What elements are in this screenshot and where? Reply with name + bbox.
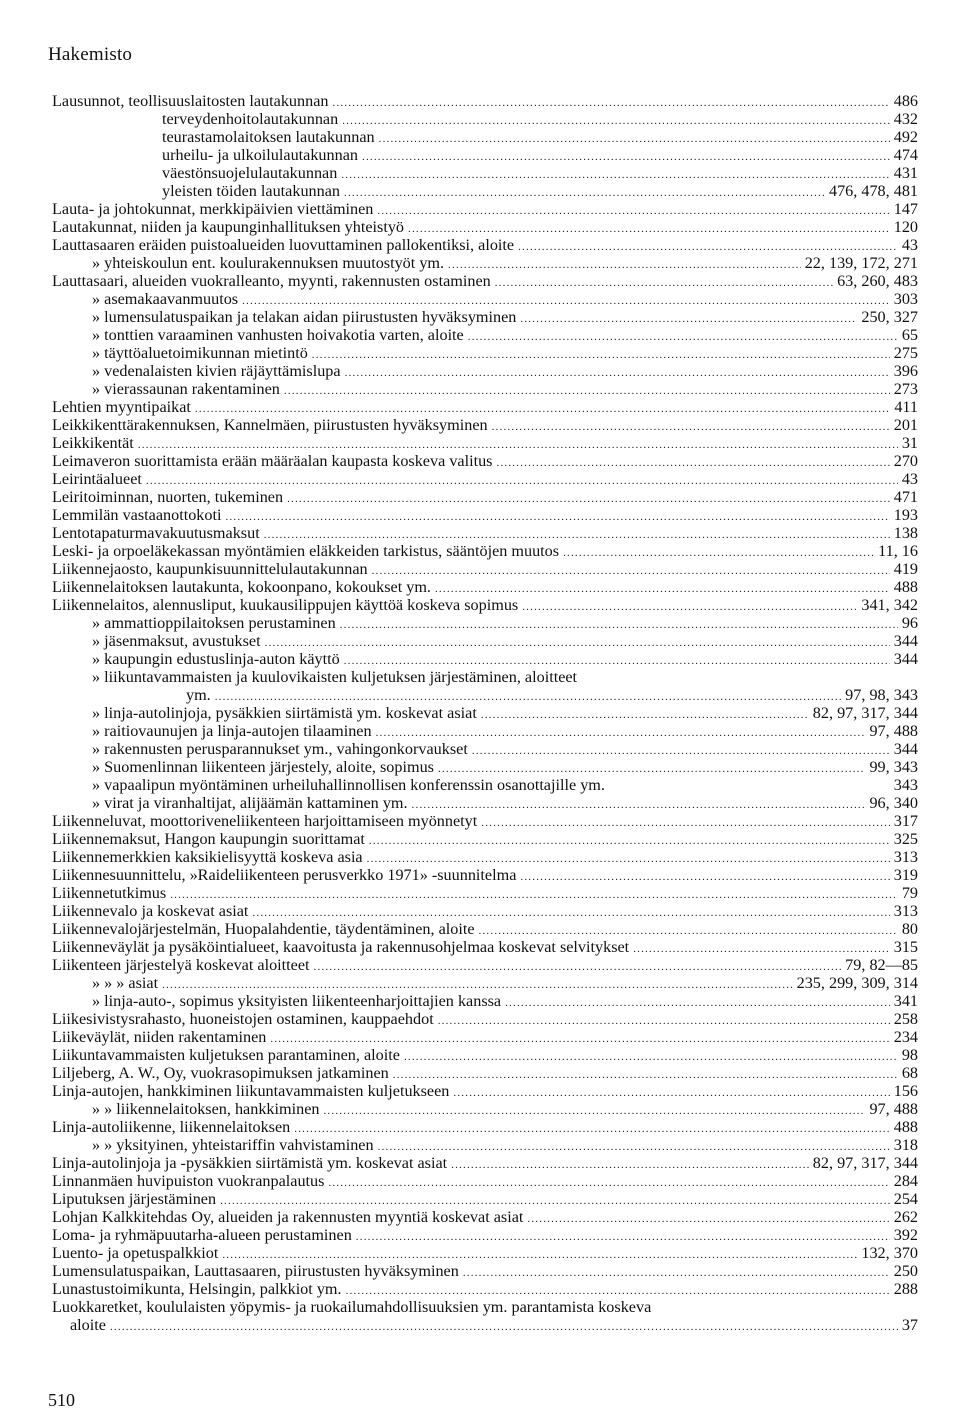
entry-text: Linja-autoliikenne, liikennelaitoksen — [52, 1118, 291, 1136]
entry-pages: 313 — [893, 848, 918, 866]
index-entry — [52, 884, 918, 902]
entry-pages: 344 — [893, 632, 918, 650]
index-entry — [52, 1208, 918, 1226]
dot-leader — [463, 1264, 890, 1282]
dot-leader — [225, 508, 889, 526]
index-entry — [52, 938, 918, 956]
entry-text: Liikennelaitoksen lautakunta, kokoonpano, kokoukset ym. — [52, 578, 431, 596]
index-entry — [52, 650, 918, 668]
dot-leader — [314, 958, 842, 976]
entry-text: Lemmilän vastaanottokoti — [52, 506, 222, 524]
entry-pages: 319 — [893, 866, 918, 884]
entry-text: Lentotapaturmavakuutusmaksut — [52, 524, 260, 542]
dot-leader — [393, 1066, 898, 1084]
index-entry — [52, 344, 918, 362]
dot-leader — [527, 1210, 889, 1228]
dot-leader — [372, 562, 890, 580]
entry-pages: 97, 488 — [869, 722, 918, 740]
entry-text: » täyttöaluetoimikunnan mietintö — [92, 344, 308, 362]
entry-pages: 341, 342 — [861, 596, 918, 614]
entry-text: Lauttasaaren eräiden puistoalueiden luovuttaminen pallokentiksi, aloite — [52, 236, 515, 254]
dot-leader — [294, 1120, 889, 1138]
entry-pages: 343 — [893, 776, 918, 794]
entry-pages: 284 — [893, 1172, 918, 1190]
dot-leader — [341, 166, 889, 184]
index-entry — [52, 434, 918, 452]
entry-pages: 318 — [893, 1136, 918, 1154]
entry-text: Luokkaretket, koululaisten yöpymis- ja ruokailumahdollisuuksien ym. parantamista koskeva — [52, 1298, 652, 1316]
entry-text: Linja-autolinjoja ja -pysäkkien siirtämistä ym. koskevat asiat — [52, 1154, 448, 1172]
entry-text: ym. — [186, 686, 211, 704]
entry-pages: 68 — [901, 1064, 918, 1082]
index-entry — [52, 614, 918, 632]
dot-leader — [495, 274, 833, 292]
index-entry — [52, 488, 918, 506]
entry-text: väestönsuojelulautakunnan — [162, 164, 338, 182]
index-entry — [52, 596, 918, 614]
entry-text: Liikennevalojärjestelmän, Huopalahdentie, täydentäminen, aloite — [52, 920, 475, 938]
dot-leader — [110, 1318, 898, 1336]
index-entry — [52, 416, 918, 434]
entry-text: Liikennetutkimus — [52, 884, 167, 902]
index-entry — [52, 740, 918, 758]
entry-text: Luento- ja opetuspalkkiot — [52, 1244, 219, 1262]
dot-leader — [170, 886, 898, 904]
index-entry — [52, 992, 918, 1010]
entry-text: » raitiovaunujen ja linja-autojen tilaaminen — [92, 722, 372, 740]
entry-text: » liikuntavammaisten ja kuulovikaisten kuljetuksen järjestäminen, aloitteet — [92, 668, 578, 686]
entry-pages: 193 — [893, 506, 918, 524]
entry-text: Liikennemaksut, Hangon kaupungin suorittamat — [52, 830, 365, 848]
entry-pages: 43 — [901, 470, 918, 488]
entry-text: » virat ja viranhaltijat, alijäämän kattaminen ym. — [92, 794, 408, 812]
index-entry — [52, 218, 918, 236]
dot-leader — [340, 616, 898, 634]
index-entry — [52, 1028, 918, 1046]
entry-pages: 250 — [893, 1262, 918, 1280]
entry-pages: 288 — [893, 1280, 918, 1298]
dot-leader — [497, 454, 890, 472]
dot-leader — [468, 328, 898, 346]
entry-text: Loma- ja ryhmäpuutarha-alueen perustaminen — [52, 1226, 352, 1244]
index-entry — [52, 920, 918, 938]
entry-text: teurastamolaitoksen lautakunnan — [162, 128, 375, 146]
dot-leader — [438, 1012, 890, 1030]
entry-text: Leikkikenttärakennuksen, Kannelmäen, piirustusten hyväksyminen — [52, 416, 488, 434]
entry-pages: 411 — [894, 398, 918, 416]
entry-pages: 273 — [893, 380, 918, 398]
entry-pages: 97, 98, 343 — [845, 686, 918, 704]
entry-text: » vapaalipun myöntäminen urheiluhallinnollisen konferenssin osanottajille ym. — [92, 776, 605, 794]
entry-pages: 419 — [893, 560, 918, 578]
entry-text: Leski- ja orpoeläkekassan myöntämien eläkkeiden tarkistus, sääntöjen muutos — [52, 542, 560, 560]
entry-pages: 96 — [901, 614, 918, 632]
index-entry — [52, 92, 918, 110]
dot-leader — [379, 130, 890, 148]
index-entry — [52, 1154, 918, 1172]
entry-text: Lumensulatuspaikan, Lauttasaaren, piirustusten hyväksyminen — [52, 1262, 459, 1280]
entry-text: yleisten töiden lautakunnan — [162, 182, 341, 200]
index-entry — [52, 866, 918, 884]
dot-leader — [377, 202, 889, 220]
entry-text: Leimaveron suorittamista erään määräalan kaupasta koskeva valitus — [52, 452, 493, 470]
index-entry — [52, 1136, 918, 1154]
index-entry — [52, 560, 918, 578]
index-entry — [52, 974, 918, 992]
dot-leader — [312, 346, 890, 364]
index-entry — [52, 1082, 918, 1100]
entry-pages: 234 — [893, 1028, 918, 1046]
entry-text: Lunastustoimikunta, Helsingin, palkkiot ym. — [52, 1280, 342, 1298]
entry-text: Leirintäalueet — [52, 470, 142, 488]
entry-text: Liikennejaosto, kaupunkisuunnittelulautakunnan — [52, 560, 368, 578]
page-header: Hakemisto — [48, 44, 133, 65]
index-entry — [52, 470, 918, 488]
index-entry — [52, 1100, 918, 1118]
entry-pages: 275 — [893, 344, 918, 362]
entry-text: » » liikennelaitoksen, hankkiminen — [92, 1100, 320, 1118]
dot-leader — [451, 1156, 809, 1174]
dot-leader — [369, 832, 890, 850]
entry-pages: 79, 82—85 — [845, 956, 918, 974]
entry-pages: 43 — [901, 236, 918, 254]
index-entry — [52, 146, 918, 164]
index-entry — [52, 686, 918, 704]
entry-pages: 432 — [893, 110, 918, 128]
index-entry — [52, 182, 918, 200]
entry-text: » lumensulatuspaikan ja telakan aidan piirustusten hyväksyminen — [92, 308, 517, 326]
entry-text: Lauta- ja johtokunnat, merkkipäivien viettäminen — [52, 200, 374, 218]
entry-text: Liikeväylät, niiden rakentaminen — [52, 1028, 267, 1046]
dot-leader — [362, 148, 890, 166]
entry-pages: 317 — [893, 812, 918, 830]
index-entry — [52, 578, 918, 596]
entry-pages: 63, 260, 483 — [837, 272, 918, 290]
dot-leader — [505, 994, 890, 1012]
entry-pages: 474 — [893, 146, 918, 164]
entry-text: » kaupungin edustuslinja-auton käyttö — [92, 650, 340, 668]
index-entry — [52, 326, 918, 344]
entry-text: » » yksityinen, yhteistariffin vahvistaminen — [92, 1136, 374, 1154]
index-entry — [52, 398, 918, 416]
entry-text: » linja-auto-, sopimus yksityisten liikenteenharjoittajien kanssa — [92, 992, 502, 1010]
index-entry — [52, 1046, 918, 1064]
dot-leader — [344, 184, 825, 202]
entry-pages: 82, 97, 317, 344 — [812, 1154, 918, 1172]
entry-text: » » » asiat — [92, 974, 159, 992]
entry-pages: 82, 97, 317, 344 — [812, 704, 918, 722]
index-entry — [52, 308, 918, 326]
entry-text: Liikennemerkkien kaksikielisyyttä koskeva asia — [52, 848, 363, 866]
entry-text: Liikenneväylät ja pysäköintialueet, kaavoitusta ja rakennusohjelmaa koskevat selvitykset — [52, 938, 630, 956]
entry-pages: 396 — [893, 362, 918, 380]
entry-text: Liikennevalo ja koskevat asiat — [52, 902, 249, 920]
index-entry — [52, 1190, 918, 1208]
entry-text: Leikkikentät — [52, 434, 134, 452]
entry-text: Lohjan Kalkkitehdas Oy, alueiden ja rakennusten myyntiä koskevat asiat — [52, 1208, 524, 1226]
index-entry — [52, 1298, 918, 1316]
entry-text: Leiritoiminnan, nuorten, tukeminen — [52, 488, 284, 506]
index-entry — [52, 290, 918, 308]
entry-pages: 138 — [893, 524, 918, 542]
index-entry — [52, 1280, 918, 1298]
dot-leader — [448, 256, 801, 274]
index-entry — [52, 236, 918, 254]
entry-text: aloite — [70, 1316, 106, 1334]
index-entry — [52, 164, 918, 182]
index-entry — [52, 200, 918, 218]
entry-text: » linja-autolinjoja, pysäkkien siirtämistä ym. koskevat asiat — [92, 704, 477, 722]
entry-pages: 254 — [893, 1190, 918, 1208]
index-entry — [52, 110, 918, 128]
entry-pages: 486 — [893, 92, 918, 110]
entry-pages: 201 — [893, 416, 918, 434]
entry-pages: 270 — [893, 452, 918, 470]
entry-text: Lausunnot, teollisuuslaitosten lautakunnan — [52, 92, 329, 110]
entry-pages: 97, 488 — [869, 1100, 918, 1118]
index-entry — [52, 704, 918, 722]
dot-leader — [284, 382, 890, 400]
page-number: 510 — [48, 1390, 75, 1410]
entry-pages: 488 — [893, 578, 918, 596]
entry-text: Lehtien myyntipaikat — [52, 398, 191, 416]
entry-text: Lauttasaari, alueiden vuokralleanto, myynti, rakennusten ostaminen — [52, 272, 491, 290]
entry-text: Liputuksen järjestäminen — [52, 1190, 217, 1208]
entry-text: Linnanmäen huvipuiston vuokranpalautus — [52, 1172, 325, 1190]
entry-pages: 147 — [893, 200, 918, 218]
index-entry — [52, 272, 918, 290]
dot-leader — [356, 1228, 890, 1246]
entry-text: Liljeberg, A. W., Oy, vuokrasopimuksen jatkaminen — [52, 1064, 389, 1082]
entry-pages: 315 — [893, 938, 918, 956]
index-entry — [52, 722, 918, 740]
index-entry — [52, 380, 918, 398]
entry-text: » rakennusten perusparannukset ym., vahingonkorvaukset — [92, 740, 468, 758]
entry-text: Liikesivistysrahasto, huoneistojen ostaminen, kauppaehdot — [52, 1010, 434, 1028]
entry-pages: 132, 370 — [861, 1244, 918, 1262]
entry-pages: 98 — [901, 1046, 918, 1064]
entry-pages: 262 — [893, 1208, 918, 1226]
index-entry — [52, 1262, 918, 1280]
index-entry — [52, 794, 918, 812]
entry-pages: 235, 299, 309, 314 — [796, 974, 918, 992]
dot-leader — [287, 490, 890, 508]
entry-text: » jäsenmaksut, avustukset — [92, 632, 261, 650]
entry-pages: 303 — [893, 290, 918, 308]
entry-pages: 258 — [893, 1010, 918, 1028]
index-entry — [52, 524, 918, 542]
entry-pages: 156 — [893, 1082, 918, 1100]
entry-text: urheilu- ja ulkoilulautakunnan — [162, 146, 358, 164]
entry-pages: 99, 343 — [869, 758, 918, 776]
dot-leader — [404, 1048, 898, 1066]
dot-leader — [481, 814, 889, 832]
index-entry — [52, 542, 918, 560]
dot-leader — [522, 598, 857, 616]
entry-text: Lautakunnat, niiden ja kaupunginhallituksen yhteistyö — [52, 218, 405, 236]
entry-text: Liikuntavammaisten kuljetuksen parantaminen, aloite — [52, 1046, 400, 1064]
entry-text: » asemakaavanmuutos — [92, 290, 239, 308]
entry-pages: 250, 327 — [861, 308, 918, 326]
entry-pages: 79 — [901, 884, 918, 902]
entry-text: Liikennelaitos, alennusliput, kuukausilippujen käyttöä koskeva sopimus — [52, 596, 519, 614]
index-entry — [52, 1316, 918, 1334]
entry-text: » vierassaunan rakentaminen — [92, 380, 280, 398]
entry-pages: 325 — [893, 830, 918, 848]
dot-leader — [520, 310, 857, 328]
index-entry — [52, 1244, 918, 1262]
dot-leader — [328, 1174, 889, 1192]
index-entry — [52, 1226, 918, 1244]
entry-text: » ammattioppilaitoksen perustaminen — [92, 614, 336, 632]
entry-text: Liikenneluvat, moottoriveneliikenteen harjoittamiseen myönnetyt — [52, 812, 478, 830]
index-entry — [52, 1172, 918, 1190]
entry-pages: 341 — [893, 992, 918, 1010]
index-entry — [52, 776, 918, 794]
index-entry — [52, 956, 918, 974]
entry-pages: 80 — [901, 920, 918, 938]
dot-leader — [492, 418, 890, 436]
index-entry — [52, 1118, 918, 1136]
index-entry — [52, 812, 918, 830]
dot-leader — [412, 796, 866, 814]
dot-leader — [265, 634, 890, 652]
entry-pages: 392 — [893, 1226, 918, 1244]
index-entry — [52, 362, 918, 380]
index-entry — [52, 758, 918, 776]
entry-text: Linja-autojen, hankkiminen liikuntavammaisten kuljetukseen — [52, 1082, 450, 1100]
index-entry — [52, 848, 918, 866]
entry-pages: 471 — [893, 488, 918, 506]
index-entry — [52, 506, 918, 524]
dot-leader — [563, 544, 874, 562]
index-entry — [52, 128, 918, 146]
dot-leader — [323, 1102, 865, 1120]
dot-leader — [345, 364, 890, 382]
entry-pages: 344 — [893, 740, 918, 758]
entry-pages: 431 — [893, 164, 918, 182]
entry-pages: 65 — [901, 326, 918, 344]
dot-leader — [472, 742, 890, 760]
entry-text: Liikennesuunnittelu, »Raideliikenteen perusverkko 1971» -suunnitelma — [52, 866, 517, 884]
entry-pages: 37 — [901, 1316, 918, 1334]
entry-text: » tonttien varaaminen vanhusten hoivakotia varten, aloite — [92, 326, 464, 344]
index-entry — [52, 1064, 918, 1082]
dot-leader — [520, 868, 889, 886]
entry-text: » yhteiskoulun ent. koulurakennuksen muutostyöt ym. — [92, 254, 445, 272]
index-entry — [52, 830, 918, 848]
entry-pages: 313 — [893, 902, 918, 920]
entry-pages: 488 — [893, 1118, 918, 1136]
dot-leader — [481, 706, 809, 724]
index-entry — [52, 1010, 918, 1028]
index-entry — [52, 452, 918, 470]
dot-leader — [333, 94, 890, 112]
index-list — [52, 92, 918, 1334]
entry-text: » vedenalaisten kivien räjäyttämislupa — [92, 362, 341, 380]
index-entry — [52, 254, 918, 272]
index-entry — [52, 902, 918, 920]
entry-pages: 344 — [893, 650, 918, 668]
dot-leader — [453, 1084, 889, 1102]
entry-pages: 22, 139, 172, 271 — [804, 254, 918, 272]
entry-pages: 120 — [893, 218, 918, 236]
entry-pages: 492 — [893, 128, 918, 146]
index-entry — [52, 668, 918, 686]
entry-pages: 476, 478, 481 — [828, 182, 918, 200]
dot-leader — [342, 112, 890, 130]
entry-pages: 96, 340 — [869, 794, 918, 812]
entry-text: Liikenteen järjestelyä koskevat aloitteet — [52, 956, 310, 974]
index-entry — [52, 632, 918, 650]
entry-pages: 31 — [901, 434, 918, 452]
entry-text: terveydenhoitolautakunnan — [162, 110, 339, 128]
entry-text: » Suomenlinnan liikenteen järjestely, aloite, sopimus — [92, 758, 434, 776]
entry-pages: 11, 16 — [878, 542, 918, 560]
